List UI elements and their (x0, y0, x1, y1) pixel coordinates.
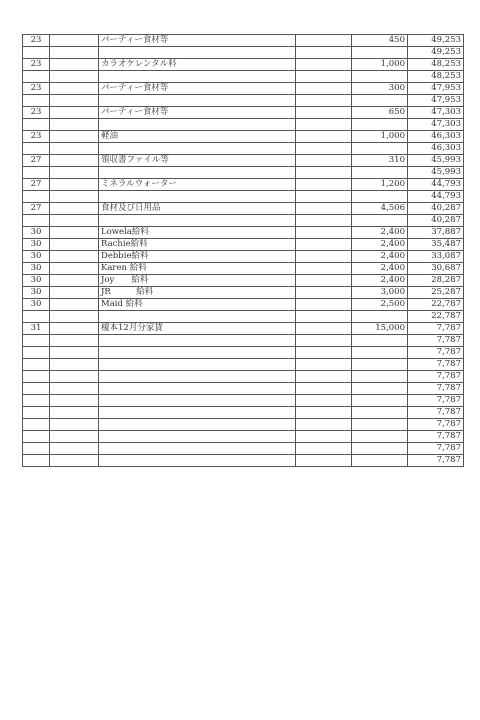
day-cell: 27 (23, 203, 50, 215)
amount-cell: 1,000 (352, 59, 408, 71)
day-cell: 30 (23, 287, 50, 299)
description-cell: 軽油 (99, 131, 296, 143)
description-cell: Joy 給料 (99, 275, 296, 287)
description-cell: Maid 給料 (99, 299, 296, 311)
table-row (23, 347, 464, 359)
balance-cell: 35,487 (408, 239, 464, 251)
balance-cell: 7,787 (408, 455, 464, 467)
blank-cell (296, 443, 352, 455)
balance-cell: 40,287 (408, 215, 464, 227)
balance-cell: 7,787 (408, 407, 464, 419)
blank-cell (296, 227, 352, 239)
amount-cell: 2,400 (352, 251, 408, 263)
description-cell (99, 119, 296, 131)
day-cell (23, 395, 50, 407)
blank-cell (50, 323, 99, 335)
table-row (23, 275, 464, 287)
blank-cell (50, 371, 99, 383)
amount-cell: 4,506 (352, 203, 408, 215)
amount-cell (352, 71, 408, 83)
amount-cell: 1,000 (352, 131, 408, 143)
blank-cell (50, 119, 99, 131)
description-cell: JR 給料 (99, 287, 296, 299)
description-cell (99, 71, 296, 83)
day-cell (23, 455, 50, 467)
description-cell: Karen 給料 (99, 263, 296, 275)
day-cell: 23 (23, 131, 50, 143)
table-row (23, 179, 464, 191)
table-row (23, 407, 464, 419)
blank-cell (296, 347, 352, 359)
amount-cell (352, 443, 408, 455)
blank-cell (296, 155, 352, 167)
table-row (23, 47, 464, 59)
blank-cell (50, 287, 99, 299)
description-cell (99, 431, 296, 443)
table-row (23, 359, 464, 371)
amount-cell (352, 167, 408, 179)
amount-cell: 2,400 (352, 275, 408, 287)
balance-cell: 44,793 (408, 179, 464, 191)
balance-cell: 30,687 (408, 263, 464, 275)
balance-cell: 28,287 (408, 275, 464, 287)
day-cell: 23 (23, 83, 50, 95)
amount-cell: 300 (352, 83, 408, 95)
blank-cell (50, 47, 99, 59)
balance-cell: 47,303 (408, 119, 464, 131)
balance-cell: 44,793 (408, 191, 464, 203)
table-row (23, 227, 464, 239)
day-cell (23, 167, 50, 179)
balance-cell: 7,787 (408, 347, 464, 359)
blank-cell (50, 347, 99, 359)
table-row (23, 107, 464, 119)
balance-cell: 49,253 (408, 35, 464, 47)
table-row (23, 203, 464, 215)
balance-cell: 7,787 (408, 335, 464, 347)
table-row (23, 323, 464, 335)
blank-cell (296, 299, 352, 311)
amount-cell: 2,400 (352, 263, 408, 275)
day-cell (23, 335, 50, 347)
blank-cell (50, 59, 99, 71)
day-cell (23, 191, 50, 203)
table-row (23, 335, 464, 347)
amount-cell: 3,000 (352, 287, 408, 299)
description-cell (99, 335, 296, 347)
balance-cell: 48,253 (408, 59, 464, 71)
blank-cell (50, 395, 99, 407)
blank-cell (296, 47, 352, 59)
day-cell (23, 47, 50, 59)
table-row (23, 59, 464, 71)
table-row (23, 95, 464, 107)
day-cell: 27 (23, 179, 50, 191)
blank-cell (50, 443, 99, 455)
blank-cell (296, 143, 352, 155)
blank-cell (296, 215, 352, 227)
amount-cell (352, 431, 408, 443)
description-cell: 食材及び日用品 (99, 203, 296, 215)
description-cell: 榎本12月分家賃 (99, 323, 296, 335)
table-row (23, 395, 464, 407)
description-cell (99, 371, 296, 383)
blank-cell (50, 455, 99, 467)
day-cell (23, 419, 50, 431)
balance-cell: 22,787 (408, 311, 464, 323)
description-cell (99, 47, 296, 59)
description-cell (99, 443, 296, 455)
day-cell: 30 (23, 263, 50, 275)
amount-cell (352, 371, 408, 383)
balance-cell: 33,087 (408, 251, 464, 263)
blank-cell (296, 455, 352, 467)
blank-cell (50, 179, 99, 191)
blank-cell (50, 95, 99, 107)
day-cell (23, 95, 50, 107)
description-cell (99, 395, 296, 407)
amount-cell: 2,400 (352, 227, 408, 239)
description-cell (99, 191, 296, 203)
day-cell (23, 359, 50, 371)
day-cell (23, 443, 50, 455)
description-cell (99, 419, 296, 431)
blank-cell (50, 251, 99, 263)
balance-cell: 47,953 (408, 95, 464, 107)
day-cell (23, 371, 50, 383)
blank-cell (296, 251, 352, 263)
amount-cell (352, 383, 408, 395)
amount-cell: 450 (352, 35, 408, 47)
table-row (23, 191, 464, 203)
blank-cell (50, 203, 99, 215)
description-cell (99, 311, 296, 323)
day-cell: 30 (23, 239, 50, 251)
ledger-table (22, 34, 464, 467)
table-row (23, 371, 464, 383)
blank-cell (296, 131, 352, 143)
amount-cell (352, 119, 408, 131)
blank-cell (50, 35, 99, 47)
day-cell (23, 71, 50, 83)
blank-cell (296, 383, 352, 395)
blank-cell (50, 227, 99, 239)
description-cell (99, 407, 296, 419)
balance-cell: 7,787 (408, 323, 464, 335)
day-cell: 23 (23, 35, 50, 47)
balance-cell: 25,287 (408, 287, 464, 299)
blank-cell (50, 275, 99, 287)
day-cell: 30 (23, 227, 50, 239)
blank-cell (50, 215, 99, 227)
blank-cell (296, 371, 352, 383)
balance-cell: 7,787 (408, 359, 464, 371)
day-cell: 23 (23, 59, 50, 71)
balance-cell: 7,787 (408, 419, 464, 431)
balance-cell: 46,303 (408, 143, 464, 155)
blank-cell (296, 35, 352, 47)
day-cell: 27 (23, 155, 50, 167)
amount-cell (352, 407, 408, 419)
balance-cell: 37,887 (408, 227, 464, 239)
blank-cell (50, 383, 99, 395)
day-cell (23, 347, 50, 359)
table-row (23, 119, 464, 131)
table-row (23, 251, 464, 263)
blank-cell (50, 311, 99, 323)
description-cell (99, 383, 296, 395)
description-cell (99, 167, 296, 179)
day-cell (23, 407, 50, 419)
table-row (23, 455, 464, 467)
blank-cell (50, 155, 99, 167)
description-cell: 領収書ファイル等 (99, 155, 296, 167)
table-row (23, 287, 464, 299)
amount-cell: 2,400 (352, 239, 408, 251)
table-row (23, 299, 464, 311)
balance-cell: 45,993 (408, 155, 464, 167)
blank-cell (296, 275, 352, 287)
table-row (23, 443, 464, 455)
amount-cell (352, 143, 408, 155)
blank-cell (296, 395, 352, 407)
blank-cell (50, 407, 99, 419)
blank-cell (50, 431, 99, 443)
table-row (23, 419, 464, 431)
amount-cell (352, 359, 408, 371)
day-cell: 31 (23, 323, 50, 335)
table-row (23, 167, 464, 179)
blank-cell (50, 83, 99, 95)
table-row (23, 131, 464, 143)
amount-cell (352, 191, 408, 203)
blank-cell (50, 71, 99, 83)
blank-cell (296, 287, 352, 299)
blank-cell (50, 239, 99, 251)
blank-cell (296, 335, 352, 347)
table-row (23, 71, 464, 83)
day-cell (23, 311, 50, 323)
amount-cell (352, 419, 408, 431)
table-row (23, 239, 464, 251)
amount-cell: 1,200 (352, 179, 408, 191)
blank-cell (50, 167, 99, 179)
balance-cell: 22,787 (408, 299, 464, 311)
blank-cell (296, 191, 352, 203)
balance-cell: 48,253 (408, 71, 464, 83)
blank-cell (296, 83, 352, 95)
description-cell: Lowela給料 (99, 227, 296, 239)
table-row (23, 155, 464, 167)
balance-cell: 47,953 (408, 83, 464, 95)
day-cell (23, 431, 50, 443)
amount-cell: 2,500 (352, 299, 408, 311)
table-row (23, 431, 464, 443)
blank-cell (50, 143, 99, 155)
blank-cell (50, 299, 99, 311)
description-cell: パーティー食材等 (99, 35, 296, 47)
blank-cell (296, 179, 352, 191)
description-cell: Debbie給料 (99, 251, 296, 263)
blank-cell (296, 359, 352, 371)
amount-cell: 15,000 (352, 323, 408, 335)
description-cell: パーティー食材等 (99, 107, 296, 119)
blank-cell (296, 407, 352, 419)
balance-cell: 46,303 (408, 131, 464, 143)
amount-cell (352, 311, 408, 323)
amount-cell (352, 347, 408, 359)
blank-cell (50, 359, 99, 371)
description-cell (99, 359, 296, 371)
blank-cell (296, 107, 352, 119)
balance-cell: 49,253 (408, 47, 464, 59)
blank-cell (296, 431, 352, 443)
day-cell (23, 143, 50, 155)
blank-cell (296, 239, 352, 251)
description-cell: カラオケレンタル料 (99, 59, 296, 71)
description-cell (99, 215, 296, 227)
ledger-body (23, 35, 464, 467)
day-cell: 30 (23, 251, 50, 263)
blank-cell (296, 59, 352, 71)
description-cell (99, 143, 296, 155)
table-row (23, 215, 464, 227)
blank-cell (296, 311, 352, 323)
description-cell: パーティー食材等 (99, 83, 296, 95)
blank-cell (296, 167, 352, 179)
blank-cell (50, 419, 99, 431)
balance-cell: 45,993 (408, 167, 464, 179)
blank-cell (50, 191, 99, 203)
day-cell (23, 383, 50, 395)
balance-cell: 47,303 (408, 107, 464, 119)
description-cell (99, 95, 296, 107)
balance-cell: 7,787 (408, 371, 464, 383)
amount-cell (352, 215, 408, 227)
amount-cell (352, 455, 408, 467)
blank-cell (296, 323, 352, 335)
description-cell: ミネラルウォーター (99, 179, 296, 191)
blank-cell (50, 335, 99, 347)
amount-cell: 310 (352, 155, 408, 167)
blank-cell (296, 203, 352, 215)
day-cell: 30 (23, 299, 50, 311)
amount-cell (352, 95, 408, 107)
amount-cell (352, 47, 408, 59)
day-cell (23, 119, 50, 131)
table-row (23, 263, 464, 275)
balance-cell: 7,787 (408, 431, 464, 443)
blank-cell (296, 419, 352, 431)
table-row (23, 83, 464, 95)
description-cell (99, 455, 296, 467)
amount-cell (352, 335, 408, 347)
blank-cell (296, 95, 352, 107)
table-row (23, 143, 464, 155)
balance-cell: 40,287 (408, 203, 464, 215)
blank-cell (296, 263, 352, 275)
amount-cell (352, 395, 408, 407)
blank-cell (296, 119, 352, 131)
amount-cell: 650 (352, 107, 408, 119)
blank-cell (296, 71, 352, 83)
blank-cell (50, 263, 99, 275)
balance-cell: 7,787 (408, 383, 464, 395)
balance-cell: 7,787 (408, 395, 464, 407)
blank-cell (50, 107, 99, 119)
description-cell: Rachie給料 (99, 239, 296, 251)
blank-cell (50, 131, 99, 143)
description-cell (99, 347, 296, 359)
day-cell: 30 (23, 275, 50, 287)
day-cell (23, 215, 50, 227)
balance-cell: 7,787 (408, 443, 464, 455)
table-row (23, 311, 464, 323)
table-row (23, 35, 464, 47)
day-cell: 23 (23, 107, 50, 119)
table-row (23, 383, 464, 395)
